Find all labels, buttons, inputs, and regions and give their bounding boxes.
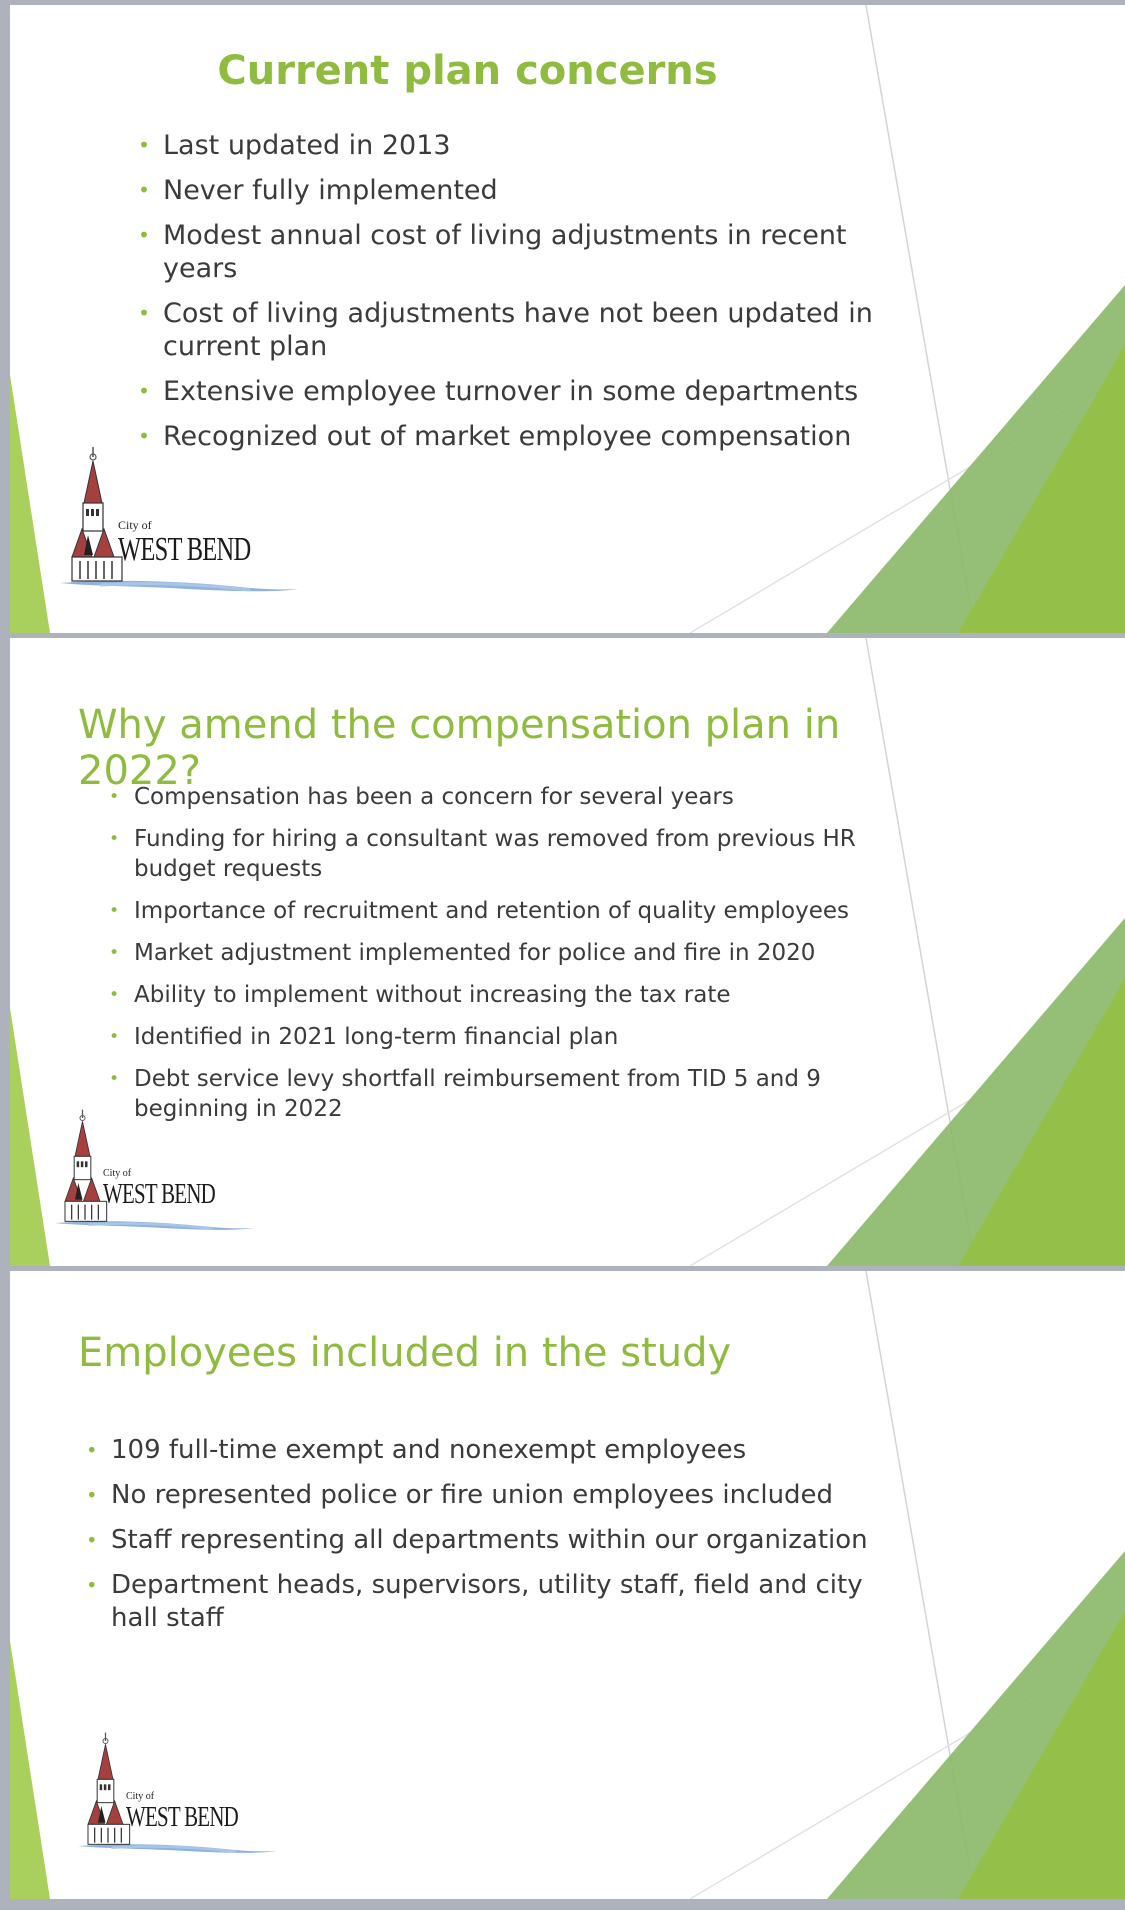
bullet-item: • Staff representing all departments within our organization [111,1524,881,1557]
bullet-list [111,1434,881,1647]
bullet-item: • No represented police or fire union employees included [111,1479,881,1512]
slide-employees-included [10,1271,1125,1899]
bullet-item: • Identified in 2021 long-term financial plan [134,1022,894,1052]
bullet-list [134,782,894,1136]
bullet-item: • Debt service levy shortfall reimbursement from TID 5 and 9 beginning in 2022 [134,1064,894,1124]
bullet-item: • Market adjustment implemented for police and fire in 2020 [134,938,894,968]
bullet-list [163,129,893,465]
logo-city-of: City of [126,1791,155,1802]
west-bend-logo [60,445,300,595]
bullet-item: • Last updated in 2013 [163,129,893,162]
west-bend-logo [55,1108,255,1233]
logo-city-name: WEST BEND [103,1178,216,1210]
slide-current-plan-concerns [10,5,1125,633]
slide-title: Employees included in the study [78,1330,732,1376]
logo-city-of: City of [118,518,152,532]
city-hall-tower-icon [78,1731,278,1856]
bullet-item: • Ability to implement without increasing the tax rate [134,980,894,1010]
bullet-item: • 109 full-time exempt and nonexempt employees [111,1434,881,1467]
logo-city-name: WEST BEND [126,1801,239,1833]
logo-city-name: WEST BEND [118,531,251,568]
bullet-item: • Compensation has been a concern for several years [134,782,894,812]
city-hall-tower-icon [60,445,300,595]
city-hall-tower-icon [55,1108,255,1233]
bullet-item: • Extensive employee turnover in some departments [163,375,893,408]
bullet-item: • Modest annual cost of living adjustments in recent years [163,219,893,285]
slide-title: Why amend the compensation plan in 2022? [78,702,841,794]
bullet-item: • Importance of recruitment and retention of quality employees [134,896,894,926]
slide-why-amend [10,638,1125,1266]
bullet-item: • Department heads, supervisors, utility staff, field and city hall staff [111,1569,881,1635]
bullet-item: • Funding for hiring a consultant was removed from previous HR budget requests [134,824,894,884]
west-bend-logo [78,1731,278,1856]
slide-title: Current plan concerns [217,48,718,94]
bullet-item: • Recognized out of market employee compensation [163,420,893,453]
logo-city-of: City of [103,1168,132,1179]
bullet-item: • Cost of living adjustments have not been updated in current plan [163,297,893,363]
bullet-item: • Never fully implemented [163,174,893,207]
